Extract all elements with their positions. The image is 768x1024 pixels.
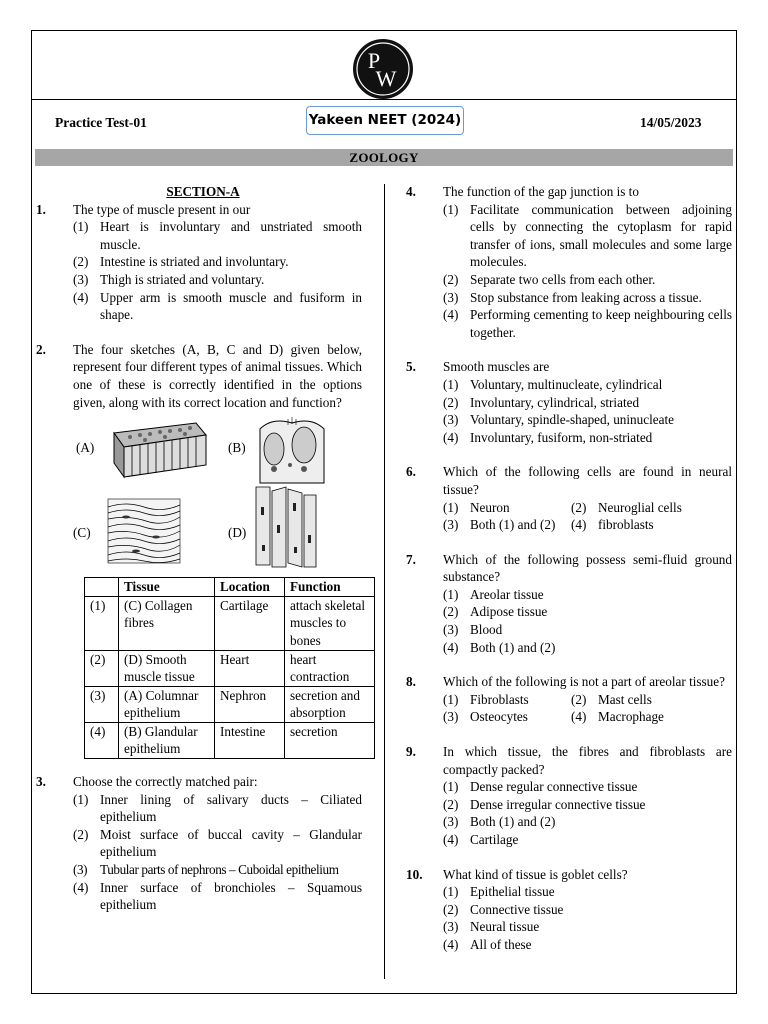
table-row: (1) (C) Collagen fibres Cartilage attach skeletal muscles to bones bbox=[85, 596, 375, 650]
question-6 bbox=[406, 463, 732, 533]
question-text: In which tissue, the fibres and fibroblasts are compactly packed? bbox=[443, 744, 732, 777]
svg-text:W: W bbox=[375, 66, 397, 91]
option: (4) Inner surface of bronchioles – Squamous epithelium bbox=[73, 879, 362, 913]
question-7 bbox=[406, 551, 732, 657]
option: (3) Both (1) and (2) bbox=[443, 814, 556, 830]
glandular-epithelium-sketch bbox=[252, 415, 332, 485]
question-number: 10. bbox=[406, 866, 423, 882]
header-rule bbox=[31, 99, 737, 100]
option: (4) Involuntary, fusiform, non-striated bbox=[443, 429, 653, 445]
question-text: Which of the following is not a part of areolar tissue? bbox=[443, 674, 725, 690]
question-text: The four sketches (A, B, C and D) given below, represent four different types of animal tissues. Which one of these is correctly identified in the options given, along with its correct location and function? bbox=[73, 341, 362, 410]
option: (2) Separate two cells from each other. bbox=[443, 271, 656, 287]
option: (2) Connective tissue bbox=[443, 901, 564, 917]
option: (1) Facilitate communication between adjoining cells by connecting the cytoplasm for rapid transfer of ions, small molecules and some large molecules. bbox=[443, 201, 732, 270]
question-3 bbox=[36, 773, 362, 914]
question-text: The type of muscle present in our bbox=[73, 201, 251, 217]
option: (1) Areolar tissue bbox=[443, 586, 544, 602]
table-row: (4) (B) Glandular epithelium Intestine secretion bbox=[85, 722, 375, 758]
svg-text:P: P bbox=[367, 48, 381, 73]
option: (3) Blood bbox=[443, 622, 503, 638]
smooth-muscle-sketch bbox=[252, 485, 322, 569]
option: (4) Both (1) and (2) bbox=[443, 639, 556, 655]
option: (1) Fibroblasts bbox=[443, 691, 529, 707]
figure-label-a: (A) bbox=[76, 440, 95, 456]
table-header-row: Tissue Location Function bbox=[85, 578, 375, 597]
question-number: 3. bbox=[36, 774, 46, 790]
option: (2) Mast cells bbox=[571, 691, 652, 707]
option: (4) Cartilage bbox=[443, 832, 519, 847]
option: (2) Dense irregular connective tissue bbox=[443, 796, 646, 812]
option: (2) Intestine is striated and involuntary. bbox=[73, 254, 289, 270]
question-5 bbox=[406, 358, 732, 446]
question-text: Choose the correctly matched pair: bbox=[73, 774, 258, 790]
figure-label-b: (B) bbox=[228, 440, 246, 456]
practice-test-label: Practice Test-01 bbox=[55, 115, 147, 130]
question-number: 9. bbox=[406, 744, 416, 760]
figure-label-d: (D) bbox=[228, 525, 247, 541]
section-title: SECTION-A bbox=[166, 184, 240, 199]
question-number: 4. bbox=[406, 184, 416, 199]
option: (3) Both (1) and (2) bbox=[443, 517, 556, 533]
table-row: (2) (D) Smooth muscle tissue Heart heart contraction bbox=[85, 650, 375, 686]
tissue-options-table bbox=[84, 577, 375, 759]
question-text: Which of the following cells are found in neural tissue? bbox=[443, 464, 732, 497]
option: (3) Osteocytes bbox=[443, 709, 528, 725]
left-column bbox=[36, 183, 366, 931]
question-10 bbox=[406, 866, 732, 954]
question-number: 8. bbox=[406, 674, 416, 690]
question-2 bbox=[36, 341, 366, 759]
option: (2) Involuntary, cylindrical, striated bbox=[443, 394, 640, 410]
test-date: 14/05/2023 bbox=[640, 115, 702, 130]
option: (1) Heart is involuntary and unstriated smooth muscle. bbox=[73, 219, 362, 252]
question-number: 2. bbox=[36, 341, 46, 357]
figure-label-c: (C) bbox=[73, 525, 91, 541]
option: (1) Voluntary, multinucleate, cylindrical bbox=[443, 376, 663, 392]
option: (4) Macrophage bbox=[571, 709, 664, 725]
question-text: The function of the gap junction is to bbox=[443, 184, 639, 199]
right-column bbox=[406, 183, 732, 971]
question-9 bbox=[406, 743, 732, 849]
question-1 bbox=[36, 201, 362, 324]
columnar-epithelium-sketch bbox=[100, 419, 210, 481]
exam-title-box: Yakeen NEET (2024) bbox=[306, 106, 464, 135]
option: (1) Neuron bbox=[443, 499, 510, 515]
question-4 bbox=[406, 183, 732, 341]
question-text: Which of the following possess semi-fluid ground substance? bbox=[443, 551, 732, 585]
option: (1) Epithelial tissue bbox=[443, 884, 555, 900]
option: (2) Moist surface of buccal cavity – Glandular epithelium bbox=[73, 826, 362, 860]
option: (1) Dense regular connective tissue bbox=[443, 779, 638, 795]
option: (4) All of these bbox=[443, 936, 532, 952]
table-row: (3) (A) Columnar epithelium Nephron secretion and absorption bbox=[85, 686, 375, 722]
option: (4) fibroblasts bbox=[571, 517, 654, 533]
option: (4) Upper arm is smooth muscle and fusiform in shape. bbox=[73, 289, 362, 323]
option: (3) Neural tissue bbox=[443, 919, 540, 935]
subject-bar: ZOOLOGY bbox=[35, 149, 733, 166]
question-number: 5. bbox=[406, 359, 416, 375]
option: (2) Neuroglial cells bbox=[571, 499, 682, 515]
option: (3) Thigh is striated and voluntary. bbox=[73, 271, 265, 287]
pw-logo bbox=[352, 38, 414, 100]
column-divider bbox=[384, 184, 385, 979]
option: (3) Tubular parts of nephrons – Cuboidal epithelium bbox=[73, 862, 339, 878]
option: (4) Performing cementing to keep neighbouring cells together. bbox=[443, 307, 732, 340]
question-number: 7. bbox=[406, 551, 416, 567]
option: (3) Voluntary, spindle-shaped, uninucleate bbox=[443, 412, 674, 428]
option: (3) Stop substance from leaking across a tissue. bbox=[443, 289, 702, 305]
question-8 bbox=[406, 673, 732, 726]
question-number: 6. bbox=[406, 464, 416, 480]
option: (2) Adipose tissue bbox=[443, 604, 548, 620]
tissue-sketches bbox=[36, 417, 362, 577]
question-text: Smooth muscles are bbox=[443, 359, 550, 375]
option: (1) Inner lining of salivary ducts – Ciliated epithelium bbox=[73, 791, 362, 825]
question-text: What kind of tissue is goblet cells? bbox=[443, 866, 628, 882]
question-number: 1. bbox=[36, 201, 46, 217]
collagen-fibres-sketch bbox=[106, 497, 182, 565]
